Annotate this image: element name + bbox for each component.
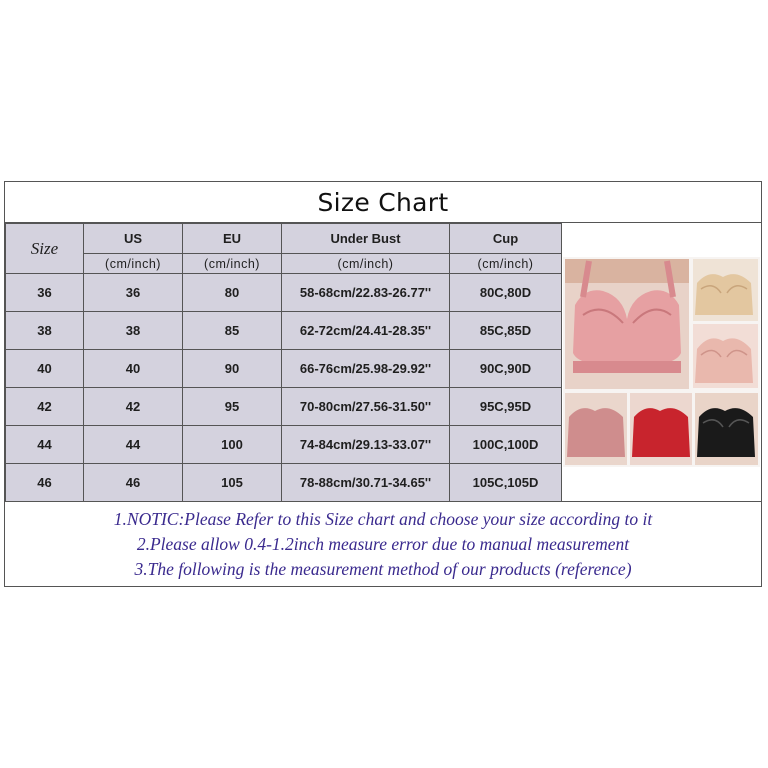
bra-photo-red bbox=[630, 393, 692, 465]
notes-section bbox=[5, 501, 761, 586]
cell-eu: 90 bbox=[183, 350, 282, 388]
units-row bbox=[6, 254, 562, 274]
size-column-header: Size bbox=[6, 224, 84, 274]
cell-under-bust: 78-88cm/30.71-34.65'' bbox=[282, 464, 450, 502]
cell-us: 36 bbox=[84, 274, 183, 312]
us-unit: (cm/inch) bbox=[84, 254, 183, 274]
cell-under-bust: 62-72cm/24.41-28.35'' bbox=[282, 312, 450, 350]
cell-us: 44 bbox=[84, 426, 183, 464]
header-row bbox=[6, 224, 562, 254]
note-line: 1.NOTIC:Please Refer to this Size chart and choose your size according to it bbox=[113, 508, 653, 529]
note-line: 2.Please allow 0.4-1.2inch measure error due to manual measurement bbox=[136, 533, 630, 554]
cell-cup: 95C,95D bbox=[450, 388, 562, 426]
cup-unit: (cm/inch) bbox=[450, 254, 562, 274]
cell-size: 38 bbox=[6, 312, 84, 350]
bra-photo-peach bbox=[693, 324, 758, 388]
cell-size: 40 bbox=[6, 350, 84, 388]
cell-us: 38 bbox=[84, 312, 183, 350]
eu-unit: (cm/inch) bbox=[183, 254, 282, 274]
cell-under-bust: 70-80cm/27.56-31.50'' bbox=[282, 388, 450, 426]
cell-us: 46 bbox=[84, 464, 183, 502]
cup-column-header: Cup bbox=[450, 224, 562, 254]
bra-photo-black bbox=[695, 393, 758, 465]
bra-photo-beige bbox=[693, 259, 758, 321]
cell-cup: 100C,100D bbox=[450, 426, 562, 464]
cell-cup: 105C,105D bbox=[450, 464, 562, 502]
cell-eu: 80 bbox=[183, 274, 282, 312]
table-row bbox=[6, 312, 562, 350]
cell-cup: 80C,80D bbox=[450, 274, 562, 312]
cell-size: 42 bbox=[6, 388, 84, 426]
eu-column-header: EU bbox=[183, 224, 282, 254]
cell-size: 46 bbox=[6, 464, 84, 502]
bra-photo-pink-large bbox=[565, 259, 689, 389]
size-table bbox=[5, 223, 562, 502]
cell-eu: 105 bbox=[183, 464, 282, 502]
chart-title: Size Chart bbox=[5, 182, 761, 223]
cell-under-bust: 58-68cm/22.83-26.77'' bbox=[282, 274, 450, 312]
size-chart bbox=[4, 181, 762, 587]
us-column-header: US bbox=[84, 224, 183, 254]
cell-under-bust: 74-84cm/29.13-33.07'' bbox=[282, 426, 450, 464]
bra-photo-dusty-pink bbox=[565, 393, 627, 465]
product-photo-collage bbox=[563, 257, 760, 467]
cell-cup: 85C,85D bbox=[450, 312, 562, 350]
cell-eu: 85 bbox=[183, 312, 282, 350]
cell-cup: 90C,90D bbox=[450, 350, 562, 388]
cell-us: 40 bbox=[84, 350, 183, 388]
under-bust-unit: (cm/inch) bbox=[282, 254, 450, 274]
cell-size: 36 bbox=[6, 274, 84, 312]
table-row bbox=[6, 388, 562, 426]
table-row bbox=[6, 350, 562, 388]
cell-size: 44 bbox=[6, 426, 84, 464]
cell-eu: 100 bbox=[183, 426, 282, 464]
size-table-wrapper bbox=[5, 223, 561, 501]
table-row bbox=[6, 426, 562, 464]
note-line: 3.The following is the measurement method of our products (reference) bbox=[134, 558, 632, 579]
table-row bbox=[6, 274, 562, 312]
under-bust-column-header: Under Bust bbox=[282, 224, 450, 254]
cell-us: 42 bbox=[84, 388, 183, 426]
cell-eu: 95 bbox=[183, 388, 282, 426]
table-row bbox=[6, 464, 562, 502]
cell-under-bust: 66-76cm/25.98-29.92'' bbox=[282, 350, 450, 388]
product-photo bbox=[563, 257, 760, 467]
